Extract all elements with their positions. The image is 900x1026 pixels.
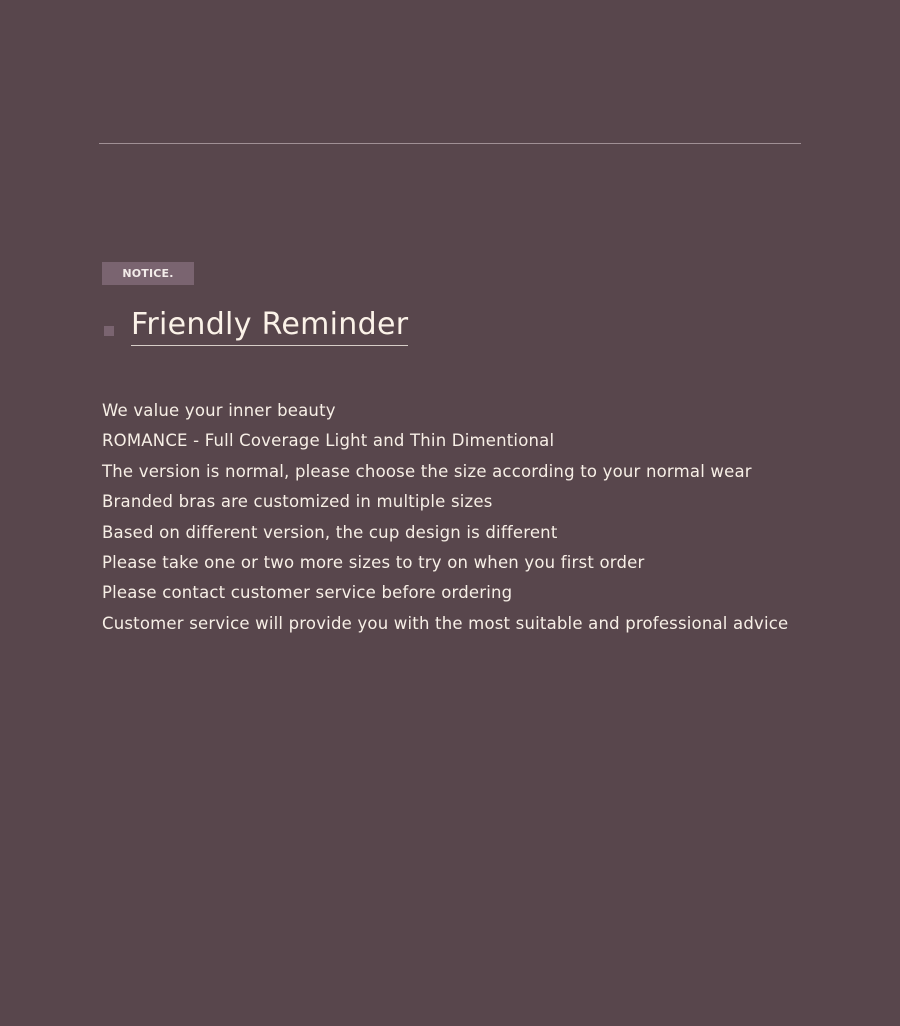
text-line: Branded bras are customized in multiple sizes: [102, 492, 493, 512]
page-title: Friendly Reminder: [131, 306, 408, 346]
square-bullet-icon: [104, 326, 114, 336]
notice-badge: NOTICE.: [102, 262, 194, 285]
text-line: Based on different version, the cup design is different: [102, 522, 558, 542]
text-line: We value your inner beauty: [102, 401, 336, 420]
reminder-text-block: [102, 396, 812, 639]
text-line: Customer service will provide you with the most suitable and professional advice: [102, 613, 789, 633]
text-line: Please contact customer service before ordering: [102, 583, 513, 603]
text-line: The version is normal, please choose the size according to your normal wear: [102, 461, 752, 481]
heading-row: [104, 304, 408, 346]
text-line: Please take one or two more sizes to try on when you first order: [102, 553, 645, 573]
top-divider: [99, 143, 801, 144]
text-line: ROMANCE - Full Coverage Light and Thin Dimentional: [102, 431, 555, 451]
